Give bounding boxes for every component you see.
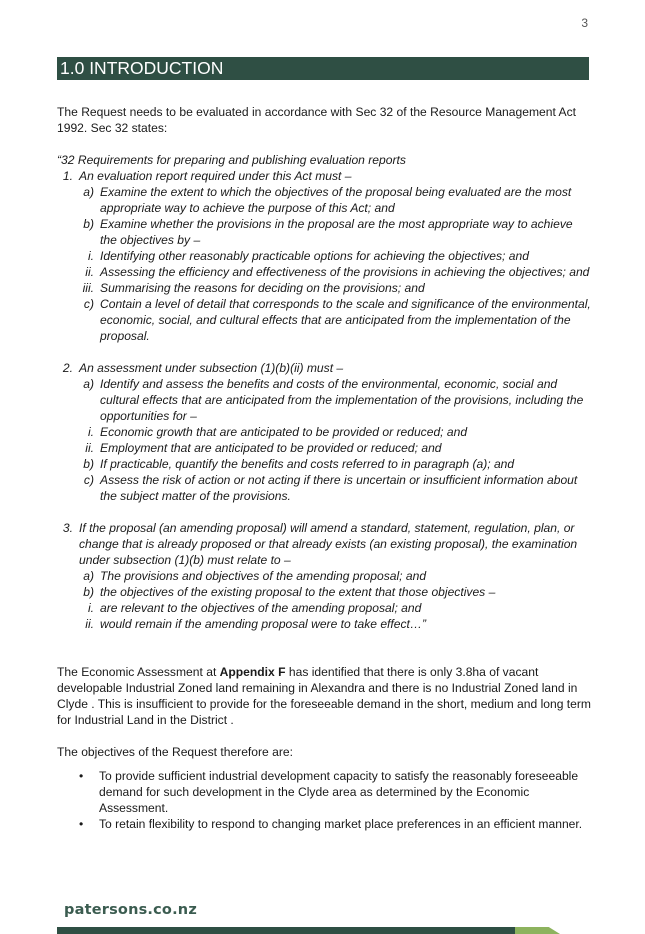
quote-clause bbox=[83, 568, 592, 584]
clause-number: 2. bbox=[62, 361, 73, 375]
list-item bbox=[57, 816, 592, 832]
clause-number: ii. bbox=[85, 265, 94, 279]
clause-text: Identify and assess the benefits and costs of the environmental, economic, social and cultural effects that are anticipated from the implementation of the provisions, including the opportunities for – bbox=[100, 377, 584, 423]
section-32-quote bbox=[57, 152, 592, 632]
clause-number: b) bbox=[83, 217, 94, 231]
quote-clause bbox=[83, 472, 592, 504]
paragraph-text: The Economic Assessment at bbox=[57, 665, 220, 679]
objectives-intro: The objectives of the Request therefore are: bbox=[57, 745, 293, 759]
quote-clause bbox=[62, 360, 592, 376]
clause-text: Economic growth that are anticipated to be provided or reduced; and bbox=[100, 425, 468, 439]
bullet-icon: • bbox=[79, 769, 84, 783]
clause-text: Assessing the efficiency and effectiveness of the provisions in achieving the objectives; and bbox=[100, 265, 590, 279]
clause-text: would remain if the amending proposal were to take effect…” bbox=[100, 617, 427, 631]
clause-number: i. bbox=[87, 601, 94, 615]
quote-clause bbox=[83, 216, 592, 248]
clause-text: Assess the risk of action or not acting if there is uncertain or insufficient information about the subject matter of the provisions. bbox=[100, 473, 578, 503]
spacer bbox=[57, 504, 592, 520]
clause-number: iii. bbox=[82, 281, 94, 295]
quote-title: “32 Requirements for preparing and publishing evaluation reports bbox=[57, 153, 406, 167]
quote-clause bbox=[87, 248, 592, 264]
quote-clause bbox=[82, 280, 592, 296]
clause-number: ii. bbox=[85, 617, 94, 631]
quote-clause bbox=[83, 184, 592, 216]
footer-bar bbox=[57, 927, 527, 934]
clause-text: Summarising the reasons for deciding on the provisions; and bbox=[100, 281, 425, 295]
list-item-text: To provide sufficient industrial development capacity to satisfy the reasonably foreseeable demand for such development in the Clyde area as determined by the Economic Assessment. bbox=[99, 769, 579, 815]
quote-clause bbox=[83, 296, 592, 344]
spacer bbox=[57, 344, 592, 360]
clause-text: Examine the extent to which the objectives of the proposal being evaluated are the most appropriate way to achieve the purpose of this Act; and bbox=[100, 185, 572, 215]
clause-text: Contain a level of detail that corresponds to the scale and significance of the environmental, economic, social, and cultural effects that are anticipated from the implementation of the proposal. bbox=[100, 297, 591, 343]
patersons-logo: patersons.co.nz bbox=[64, 902, 197, 918]
quote-clause bbox=[87, 600, 592, 616]
clause-number: b) bbox=[83, 585, 94, 599]
list-item-text: To retain flexibility to respond to changing market place preferences in an efficient manner. bbox=[99, 817, 583, 831]
economic-assessment-paragraph bbox=[57, 664, 592, 728]
quote-clause bbox=[62, 520, 592, 568]
paragraph-text: has identified that there is only 3.8ha of vacant developable Industrial Zoned land remaining in Alexandra and there is no Industrial Zoned land in Clyde . This is insufficient to provide for the foreseeable demand in the short, medium and long term for Industrial Land in the District . bbox=[57, 665, 591, 727]
page-number: 3 bbox=[581, 16, 588, 30]
clause-text: An evaluation report required under this Act must – bbox=[79, 169, 352, 183]
quote-clause bbox=[87, 424, 592, 440]
clause-text: An assessment under subsection (1)(b)(ii) must – bbox=[79, 361, 344, 375]
clause-number: a) bbox=[83, 377, 94, 391]
clause-text: The provisions and objectives of the amending proposal; and bbox=[100, 569, 427, 583]
appendix-reference: Appendix F bbox=[219, 665, 286, 679]
section-heading: 1.0 INTRODUCTION bbox=[57, 57, 589, 80]
footer-accent-stripe bbox=[515, 927, 560, 934]
clause-number: 3. bbox=[62, 521, 73, 535]
clause-text: Identifying other reasonably practicable options for achieving the objectives; and bbox=[100, 249, 529, 263]
spacer bbox=[57, 632, 592, 664]
clause-number: c) bbox=[83, 297, 94, 311]
clause-number: a) bbox=[83, 569, 94, 583]
clause-number: i. bbox=[87, 249, 94, 263]
document-body bbox=[57, 104, 592, 832]
clause-text: Examine whether the provisions in the proposal are the most appropriate way to achieve the objectives by – bbox=[100, 217, 573, 247]
quote-clause bbox=[85, 264, 592, 280]
clause-text: are relevant to the objectives of the amending proposal; and bbox=[100, 601, 422, 615]
clause-number: a) bbox=[83, 185, 94, 199]
clause-number: ii. bbox=[85, 441, 94, 455]
objectives-list bbox=[57, 768, 592, 832]
clause-text: Employment that are anticipated to be provided or reduced; and bbox=[100, 441, 442, 455]
clause-text: If the proposal (an amending proposal) will amend a standard, statement, regulation, plan, or change that is already proposed or that already exists (an existing proposal), the examination under subsection (1)(b) must relate to – bbox=[79, 521, 578, 567]
list-item bbox=[57, 768, 592, 816]
clause-number: i. bbox=[87, 425, 94, 439]
clause-number: 1. bbox=[62, 169, 73, 183]
bullet-icon: • bbox=[79, 817, 84, 831]
quote-clause bbox=[83, 584, 592, 600]
quote-clause bbox=[85, 616, 592, 632]
clause-number: c) bbox=[83, 473, 94, 487]
intro-paragraph: The Request needs to be evaluated in accordance with Sec 32 of the Resource Management Act 1992. Sec 32 states: bbox=[57, 105, 577, 135]
clause-text: If practicable, quantify the benefits and costs referred to in paragraph (a); and bbox=[100, 457, 515, 471]
quote-clause bbox=[62, 168, 592, 184]
clause-text: the objectives of the existing proposal to the extent that those objectives – bbox=[100, 585, 496, 599]
quote-clause bbox=[83, 376, 592, 424]
quote-clause bbox=[83, 456, 592, 472]
quote-clause bbox=[85, 440, 592, 456]
clause-number: b) bbox=[83, 457, 94, 471]
